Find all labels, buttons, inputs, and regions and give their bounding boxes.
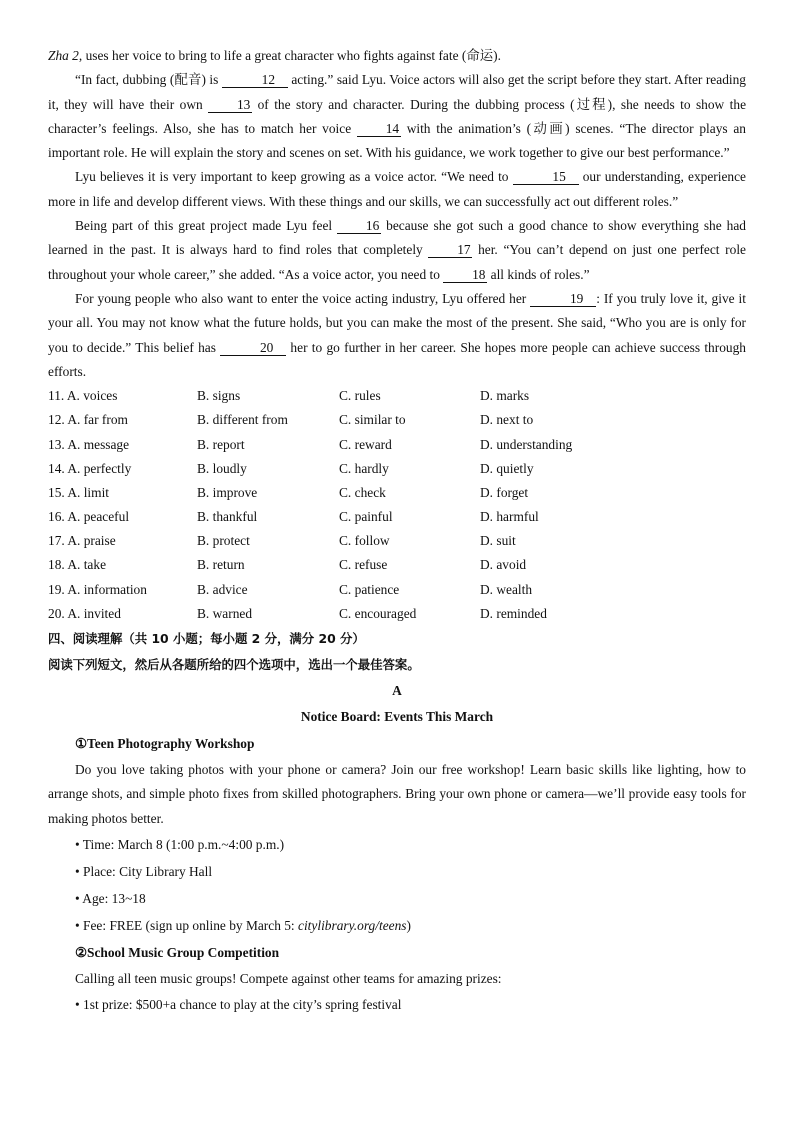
- section-instruction: 阅读下列短文，然后从各题所给的四个选项中，选出一个最佳答案。: [48, 657, 420, 673]
- blank-19: 19: [530, 291, 596, 307]
- blank-13: 13: [208, 97, 252, 113]
- blank-15: 15: [513, 169, 579, 185]
- event-description-photography: Do you love taking photos with your phone or camera? Join our free workshop! Learn basic skills like lighting, how to arrange shots, and simple photo fixes from skilled photographers. Bring your own phone or camera—we’ll provide easy tools for making photos better.: [48, 762, 746, 826]
- option-row-14: 14. A. perfectly B. loudly C. hardly D. quietly: [48, 460, 534, 476]
- passage-intro-line: Zha 2, uses her voice to bring to life a great character who fights against fate (命运).: [48, 48, 501, 63]
- passage-paragraph-4: For young people who also want to enter the voice acting industry, Lyu offered her 19 : If you truly love it, give it your all. You may not know what the future holds, but you can make the most of the present. She said, “Who you are is only for you to decide.” This belief has 20 her to go further in her career. She hopes more people can achieve success through efforts.: [48, 290, 746, 379]
- blank-18: 18: [443, 267, 487, 283]
- option-row-17: 17. A. praise B. protect C. follow D. suit: [48, 533, 516, 549]
- option-row-12: 12. A. far from B. different from C. similar to D. next to: [48, 412, 534, 428]
- event-title-photography: ①Teen Photography Workshop: [75, 736, 255, 752]
- passage-label: A: [392, 683, 402, 699]
- section-heading: 四、阅读理解（共 10 小题；每小题 2 分，满分 20 分）: [48, 631, 365, 647]
- blank-14: 14: [357, 121, 401, 137]
- document-page: [48, 44, 746, 1018]
- option-row-16: 16. A. peaceful B. thankful C. painful D. harmful: [48, 509, 539, 525]
- passage-paragraph-1: “In fact, dubbing (配音) is 12 acting.” said Lyu. Voice actors will also get the script before they start. After reading it, they will have their own 13 of the story and character. During the dubbing process (过程), she needs to show the character’s feelings. Also, she has to match her voice 14 with the animation’s (动画) scenes. “The director plays an important role. He will explain the story and scenes on set. With his guidance, we work together to give our best performance.”: [48, 72, 747, 161]
- event-description-music: Calling all teen music groups! Compete against other teams for amazing prizes:: [75, 970, 502, 986]
- option-row-13: 13. A. message B. report C. reward D. understanding: [48, 436, 573, 452]
- event-fee: • Fee: FREE (sign up online by March 5: citylibrary.org/teens): [75, 917, 411, 933]
- film-title: Zha 2: [48, 48, 79, 63]
- blank-20: 20: [220, 340, 286, 356]
- option-row-15: 15. A. limit B. improve C. check D. forget: [48, 484, 529, 500]
- prize-first: • 1st prize: $500+a chance to play at the city’s spring festival: [75, 997, 402, 1013]
- passage-paragraph-3: Being part of this great project made Lyu feel 16 because she got such a good chance to show everything she had learned in the past. It is always hard to find roles that completely 17 her. “You can’t depend on just one perfect role throughout your whole career,” she added. “As a voice actor, you need to 18 all kinds of roles.”: [48, 218, 746, 282]
- signup-url: citylibrary.org/teens: [298, 917, 407, 933]
- event-place: • Place: City Library Hall: [75, 863, 213, 879]
- option-row-11: 11. A. voices B. signs C. rules D. marks: [48, 388, 530, 404]
- option-row-20: 20. A. invited B. warned C. encouraged D. reminded: [48, 605, 547, 621]
- option-row-18: 18. A. take B. return C. refuse D. avoid: [48, 557, 527, 573]
- event-age: • Age: 13~18: [75, 890, 146, 906]
- event-title-music: ②School Music Group Competition: [75, 944, 280, 960]
- blank-17: 17: [428, 242, 472, 258]
- answer-options: [48, 384, 746, 626]
- passage-title: Notice Board: Events This March: [300, 709, 494, 725]
- event-time: • Time: March 8 (1:00 p.m.~4:00 p.m.): [75, 836, 285, 852]
- blank-12: 12: [222, 72, 288, 88]
- option-row-19: 19. A. information B. advice C. patience D. wealth: [48, 581, 533, 597]
- blank-16: 16: [337, 218, 381, 234]
- passage-paragraph-2: Lyu believes it is very important to keep growing as a voice actor. “We need to 15 our understanding, experience more in life and develop different views. With these things and our skills, we can successfully act out different roles.”: [48, 169, 746, 209]
